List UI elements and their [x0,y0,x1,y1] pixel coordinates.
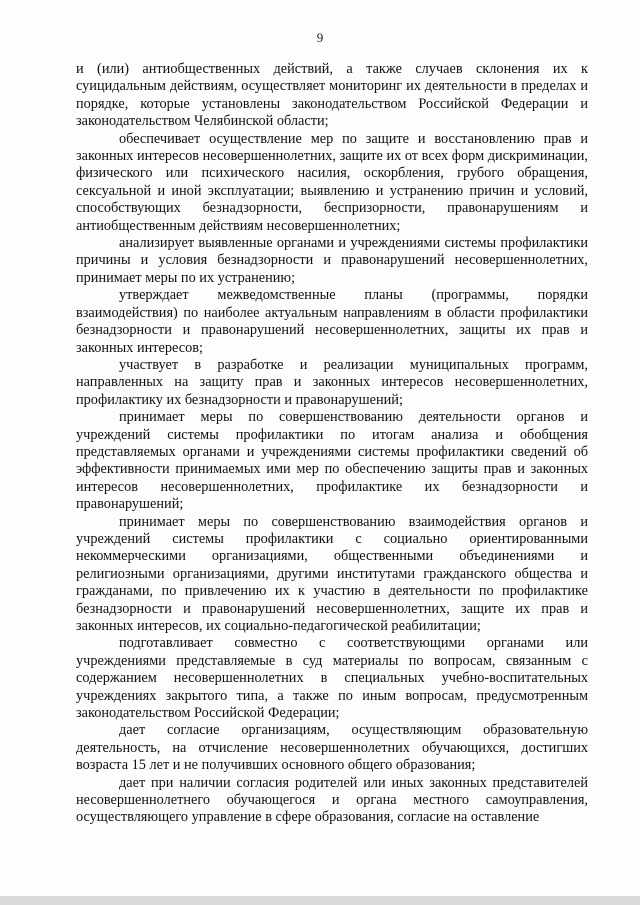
paragraph-interaction-improvement: принимает меры по совершенствованию взаимодействия органов и учреждений системы профилактики с социально ориентированными некоммерческими организациями, общественными объединениями и религиозными организациями, другими институтами гражданского общества и гражданами, по привлечению их к участию в деятельности по профилактике безнадзорности и правонарушений несовершеннолетних, защите их прав и законных интересов, их социально-педагогической реабилитации; [76,513,588,634]
paragraph-plans-approval: утверждает межведомственные планы (программы, порядки взаимодействия) по наиболее актуальным направлениям в области профилактики безнадзорности и правонарушений несовершеннолетних, защиты их прав и законных интересов; [76,287,588,356]
paragraph-leaving-consent: дает при наличии согласия родителей или иных законных представителей несовершеннолетнего обучающегося и органа местного самоуправления, осуществляющего управление в сфере образования, согласие на оставление [76,774,588,826]
document-body [76,61,588,827]
paragraph-rights-protection: обеспечивает осуществление мер по защите и восстановлению прав и законных интересов несовершеннолетних, защите их от всех форм дискриминации, физического или психического насилия, оскорбления, грубого обращения, сексуальной и иной эксплуатации; выявлению и устранению причин и условий, способствующих безнадзорности, беспризорности, правонарушениям и антиобщественным действиям несовершеннолетних; [76,130,588,234]
scan-bottom-edge [0,896,640,905]
paragraph-activity-improvement: принимает меры по совершенствованию деятельности органов и учреждений системы профилактики по итогам анализа и обобщения представляемых органами и учреждениями системы профилактики сведений об эффективности принимаемых ими мер по обеспечению защиты прав и законных интересов несовершеннолетних, профилактике их безнадзорности и правонарушений; [76,409,588,513]
page-number: 9 [316,30,324,45]
paragraph-expulsion-consent: дает согласие организациям, осуществляющим образовательную деятельность, на отчисление несовершеннолетних обучающихся, достигших возраста 15 лет и не получивших основного общего образования; [76,722,588,774]
paragraph-continuation: и (или) антиобщественных действий, а также случаев склонения их к суицидальным действиям, осуществляет мониторинг их деятельности в пределах и порядке, которые установлены законодательством Российской Федерации и законодательством Челябинской области; [76,61,588,130]
paragraph-court-materials: подготавливает совместно с соответствующими органами или учреждениями представляемые в суд материалы по вопросам, связанным с содержанием несовершеннолетних в специальных учебно-воспитательных учреждениях закрытого типа, а также по иным вопросам, предусмотренным законодательством Российской Федерации; [76,635,588,722]
paragraph-analysis: анализирует выявленные органами и учреждениями системы профилактики причины и условия безнадзорности и правонарушений несовершеннолетних, принимает меры по их устранению; [76,235,588,286]
paragraph-municipal-programs: участвует в разработке и реализации муниципальных программ, направленных на защиту прав и законных интересов несовершеннолетних, профилактику их безнадзорности и правонарушений; [76,356,588,408]
